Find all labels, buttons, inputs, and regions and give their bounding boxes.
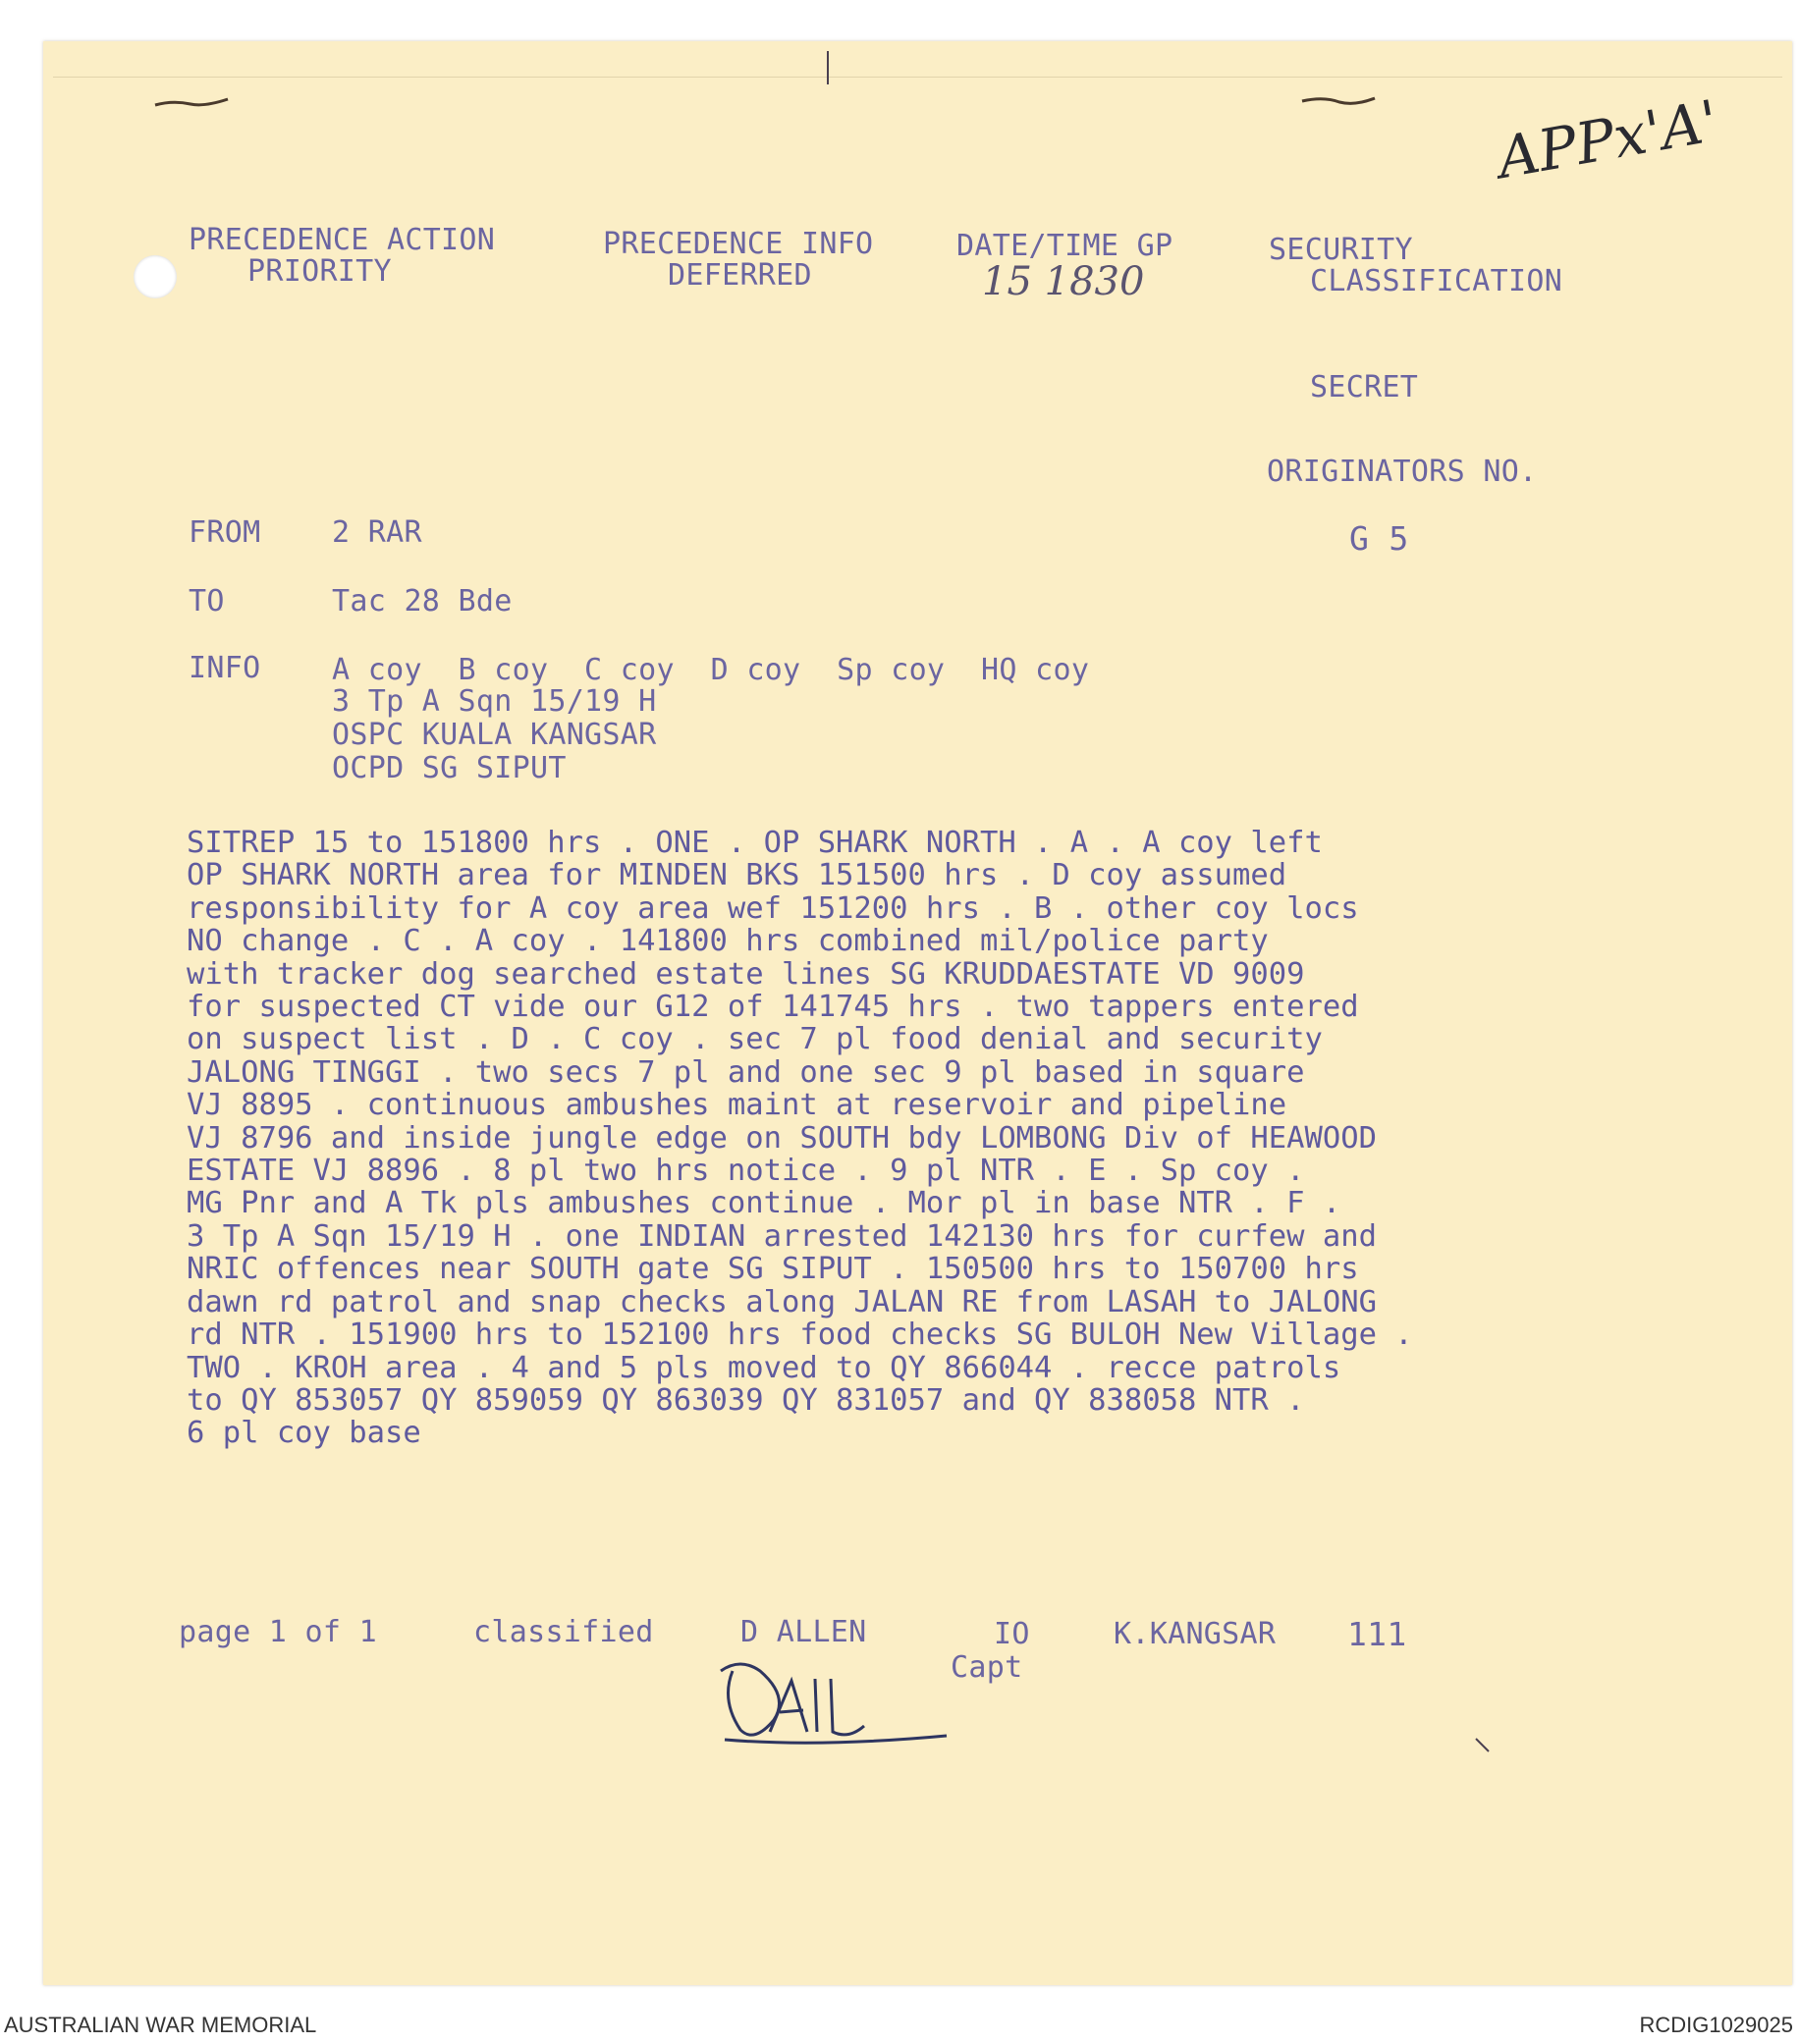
security-classification-value: SECRET <box>1310 370 1419 404</box>
from-label: FROM <box>189 515 261 550</box>
message-form-page <box>43 41 1792 1985</box>
body-line: 6 pl coy base <box>187 1416 421 1451</box>
classified-label: classified <box>473 1615 654 1649</box>
body-line: dawn rd patrol and snap checks along JALAN RE from LASAH to JALONG <box>187 1284 1377 1319</box>
info-line: 3 Tp A Sqn 15/19 H <box>332 684 657 719</box>
body-line: OP SHARK NORTH area for MINDEN BKS 151500 hrs . D coy assumed <box>187 858 1287 893</box>
footer-institution: AUSTRALIAN WAR MEMORIAL <box>4 2013 317 2037</box>
datetime-value: 15 1830 <box>982 259 1145 304</box>
punch-hole <box>134 255 177 298</box>
body-line: 3 Tp A Sqn 15/19 H . one INDIAN arrested 142130 hrs for curfew and <box>187 1218 1377 1254</box>
precedence-info-label: PRECEDENCE INFO <box>603 227 874 261</box>
reference-number: 111 <box>1347 1615 1407 1653</box>
info-line: OSPC KUALA KANGSAR <box>332 718 657 752</box>
body-line: for suspected CT vide our G12 of 141745 hrs . two tappers entered <box>187 990 1359 1025</box>
precedence-action-value: PRIORITY <box>247 254 392 289</box>
security-label-line2: CLASSIFICATION <box>1310 264 1563 298</box>
handwritten-signature <box>701 1641 956 1749</box>
datetime-label: DATE/TIME GP <box>956 229 1173 263</box>
body-line: VJ 8796 and inside jungle edge on SOUTH bdy LOMBONG Div of HEAWOOD <box>187 1120 1377 1156</box>
tick-mark <box>827 51 829 84</box>
body-line: JALONG TINGGI . two secs 7 pl and one sec 9 pl based in square <box>187 1054 1305 1090</box>
body-line: responsibility for A coy area wef 151200 hrs . B . other coy locs <box>187 890 1359 926</box>
body-line: VJ 8895 . continuous ambushes maint at reservoir and pipeline <box>187 1088 1287 1123</box>
precedence-info-value: DEFERRED <box>668 258 812 293</box>
staple-mark-left <box>153 96 232 110</box>
security-label-line1: SECURITY <box>1269 233 1413 267</box>
body-line: MG Pnr and A Tk pls ambushes continue . Mor pl in base NTR . F . <box>187 1186 1341 1221</box>
footer-record-id: RCDIG1029025 <box>1639 2013 1793 2037</box>
info-line: A coy B coy C coy D coy Sp coy HQ coy <box>332 653 1090 687</box>
to-label: TO <box>189 584 225 619</box>
body-line: with tracker dog searched estate lines SG KRUDDAESTATE VD 9009 <box>187 956 1305 992</box>
to-value: Tac 28 Bde <box>332 584 513 619</box>
paper-edge-line <box>53 77 1782 78</box>
originators-label: ORIGINATORS NO. <box>1267 455 1538 489</box>
info-label: INFO <box>189 651 261 685</box>
body-line: SITREP 15 to 151800 hrs . ONE . OP SHARK NORTH . A . A coy left <box>187 826 1323 860</box>
body-line: to QY 853057 QY 859059 QY 863039 QY 831057 and QY 838058 NTR . <box>187 1382 1305 1418</box>
precedence-action-label: PRECEDENCE ACTION <box>189 223 496 257</box>
body-line: on suspect list . D . C coy . sec 7 pl food denial and security <box>187 1022 1323 1057</box>
location: K.KANGSAR <box>1114 1617 1277 1651</box>
appendix-handwritten-note: APPx'A' <box>1492 86 1723 192</box>
staple-mark-right <box>1300 94 1379 108</box>
signatory-role: IO <box>994 1617 1030 1651</box>
body-line: TWO . KROH area . 4 and 5 pls moved to QY 866044 . recce patrols <box>187 1350 1341 1385</box>
body-line: NO change . C . A coy . 141800 hrs combined mil/police party <box>187 924 1269 959</box>
body-line: NRIC offences near SOUTH gate SG SIPUT . 150500 hrs to 150700 hrs <box>187 1252 1359 1287</box>
signatory-rank: Capt <box>951 1650 1023 1685</box>
stray-mark <box>1473 1736 1493 1755</box>
body-line: ESTATE VJ 8896 . 8 pl two hrs notice . 9 pl NTR . E . Sp coy . <box>187 1154 1305 1189</box>
originators-value: G 5 <box>1349 519 1409 558</box>
message-body <box>187 827 1413 1450</box>
signatory-name: D ALLEN <box>740 1615 867 1649</box>
body-line: rd NTR . 151900 hrs to 152100 hrs food checks SG BULOH New Village . <box>187 1318 1413 1353</box>
page-info: page 1 of 1 <box>179 1615 377 1649</box>
from-value: 2 RAR <box>332 515 422 550</box>
info-line: OCPD SG SIPUT <box>332 751 567 785</box>
